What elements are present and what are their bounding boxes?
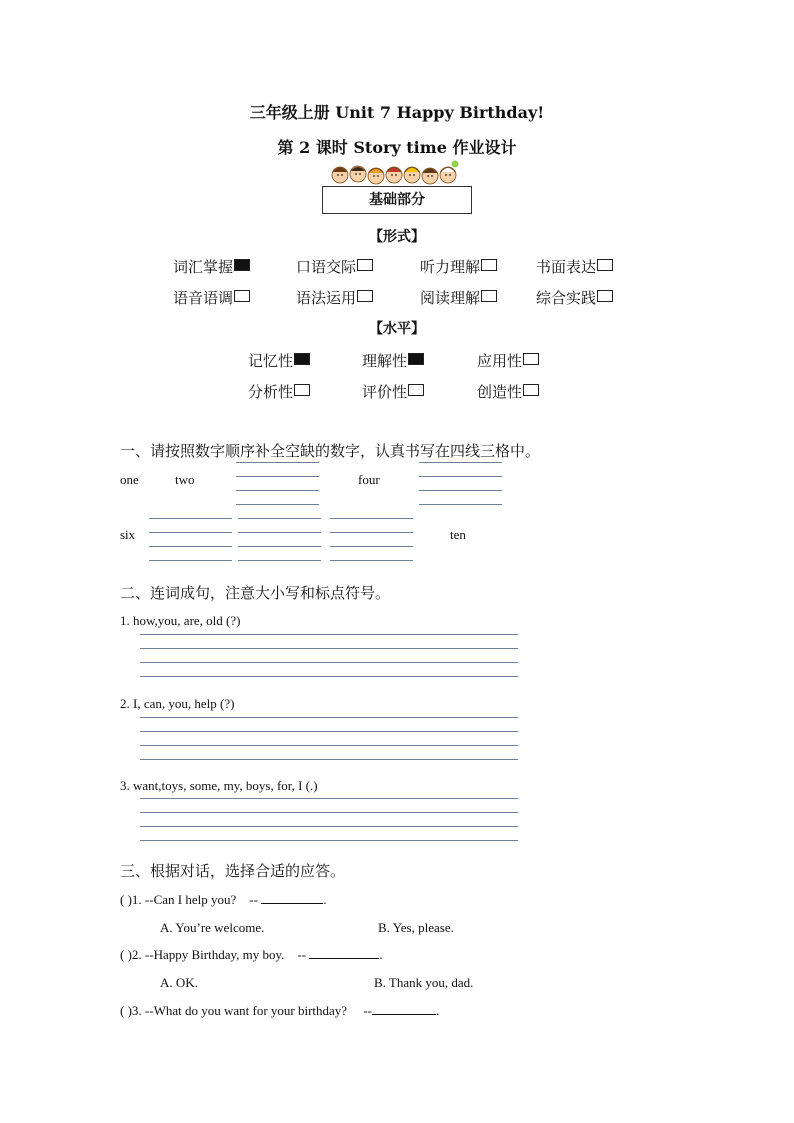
level-item-creativity: 创造性: [477, 381, 539, 402]
word-ten: ten: [450, 527, 466, 542]
word-one: one: [120, 472, 139, 487]
question-3: 3. want,toys, some, my, boys, for, I (.): [120, 778, 318, 793]
dialog-item-2: ( )2. --Happy Birthday, my boy. -- .: [120, 947, 383, 962]
dialog-item-1: ( )1. --Can I help you? -- .: [120, 892, 327, 907]
checkbox-icon: [294, 384, 310, 396]
level-item-application: 应用性: [477, 350, 539, 371]
checkbox-icon: [357, 290, 373, 302]
option-2a: A. OK.: [160, 975, 198, 990]
form-item-reading: 阅读理解: [420, 287, 497, 308]
checkbox-icon: [523, 384, 539, 396]
balloon-icon: [452, 161, 459, 168]
answer-blank[interactable]: [309, 958, 379, 959]
checkbox-icon: [481, 259, 497, 271]
checkbox-icon: [408, 384, 424, 396]
level-item-memory: 记忆性: [248, 350, 310, 371]
checkbox-checked-icon: [408, 353, 424, 365]
word-six: six: [120, 527, 136, 542]
option-2b: B. Thank you, dad.: [374, 975, 474, 990]
form-item-pronunciation: 语音语调: [173, 287, 250, 308]
section2-heading: 二、连词成句，注意大小写和标点符号。: [120, 584, 391, 602]
level-item-understanding: 理解性: [362, 350, 424, 371]
writing-lines-blank[interactable]: [238, 518, 321, 562]
question-2: 2. I, can, you, help (?): [120, 696, 235, 711]
writing-lines-blank[interactable]: [419, 462, 502, 506]
form-item-speaking: 口语交际: [296, 256, 373, 277]
dialog-item-3: ( )3. --What do you want for your birthday? -- .: [120, 1003, 440, 1018]
writing-lines-blank[interactable]: [149, 518, 232, 562]
form-item-grammar: 语法运用: [296, 287, 373, 308]
form-item-vocabulary: 词汇掌握: [173, 256, 250, 277]
level-item-analysis: 分析性: [248, 381, 310, 402]
answer-lines-2[interactable]: [140, 717, 518, 761]
checkbox-icon: [481, 290, 497, 302]
answer-lines-1[interactable]: [140, 634, 518, 678]
level-heading: 【水平】: [369, 321, 425, 337]
form-heading: 【形式】: [369, 229, 425, 245]
checkbox-icon: [597, 259, 613, 271]
writing-lines-blank[interactable]: [330, 518, 413, 562]
section3-heading: 三、根据对话，选择合适的应答。: [120, 862, 346, 880]
answer-blank[interactable]: [372, 1014, 436, 1015]
answer-lines-3[interactable]: [140, 798, 518, 842]
word-two: two: [175, 472, 195, 487]
checkbox-icon: [357, 259, 373, 271]
word-four: four: [358, 472, 380, 487]
writing-lines-blank[interactable]: [236, 462, 319, 506]
checkbox-checked-icon: [294, 353, 310, 365]
page-title: 三年级上册 Unit 7 Happy Birthday!: [249, 103, 545, 122]
question-1: 1. how,you, are, old (?): [120, 613, 241, 628]
section1-heading: 一、请按照数字顺序补全空缺的数字，认真书写在四线三格中。: [120, 442, 541, 460]
checkbox-icon: [523, 353, 539, 365]
page-subtitle: 第 2 课时 Story time 作业设计: [277, 138, 517, 157]
form-item-practice: 综合实践: [536, 287, 613, 308]
option-1b: B. Yes, please.: [378, 920, 454, 935]
form-item-writing: 书面表达: [536, 256, 613, 277]
form-item-listening: 听力理解: [420, 256, 497, 277]
section-banner: [316, 160, 476, 222]
checkbox-icon: [597, 290, 613, 302]
checkbox-icon: [234, 290, 250, 302]
option-1a: A. You’re welcome.: [160, 920, 265, 935]
checkbox-checked-icon: [234, 259, 250, 271]
level-item-evaluation: 评价性: [362, 381, 424, 402]
answer-blank[interactable]: [261, 903, 323, 904]
banner-label: 基础部分: [322, 186, 472, 214]
